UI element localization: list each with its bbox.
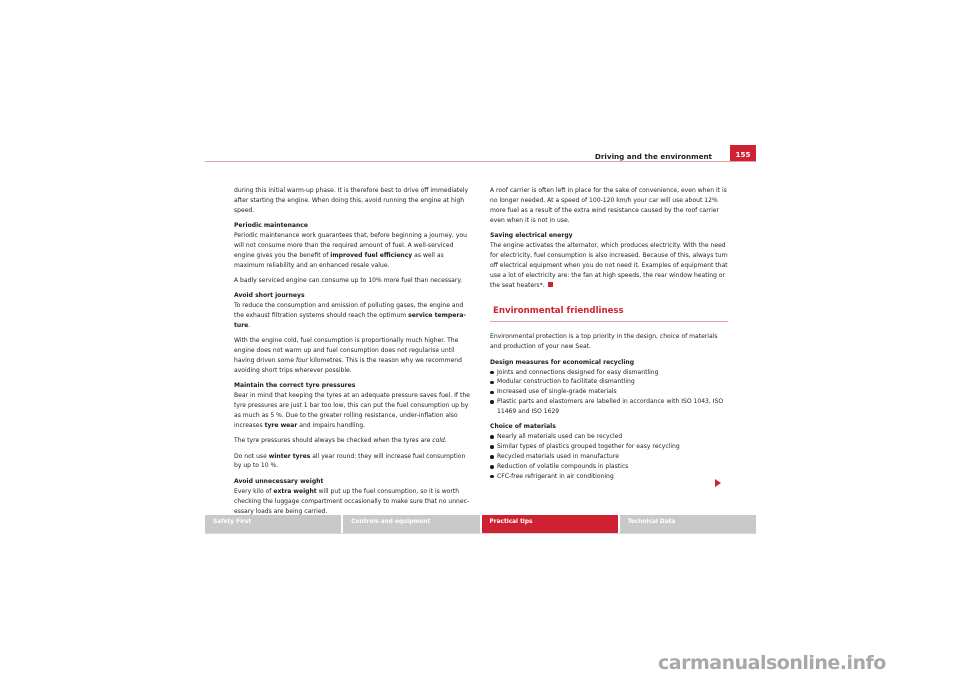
- tab-technical-data[interactable]: Technical Data: [620, 515, 756, 533]
- subheading-design-measures: Design measures for economical recycling: [490, 358, 635, 366]
- subheading-saving-electrical-energy: Saving electrical energy: [490, 232, 573, 240]
- paragraph: Bear in mind that keeping the tyres at an adequate pressure saves fuel. If the tyre pressures are just 1 bar too low, this can put the fuel consumption up by as much as 5 %. Due to the greater rolling resistance, under-inflation also increases tyre wear and impairs handling.: [234, 392, 470, 429]
- subheading-avoid-short-journeys: Avoid short journeys: [234, 292, 305, 300]
- subheading-unnecessary-weight: Avoid unnecessary weight: [234, 477, 324, 485]
- bullet-icon: [490, 455, 494, 459]
- paragraph: Do not use winter tyres all year round: they will increase fuel consumption by up to 10 %.: [234, 452, 466, 470]
- emphasis: extra weight: [273, 487, 317, 495]
- emphasis: improved fuel efficiency: [330, 251, 413, 259]
- paragraph: A roof carrier is often left in place for the sake of convenience, even when it is no longer needed. At a speed of 100-120 km/h your car will use about 12% more fuel as a result of the extra wind resistance caused by the roof carrier even when it is not in use.: [490, 187, 727, 224]
- list-item: Modular construction to facilitate dismantling: [490, 377, 728, 387]
- list-item: Recycled materials used in manufacture: [490, 452, 728, 462]
- next-page-arrow-icon[interactable]: [715, 479, 721, 487]
- tab-safety-first[interactable]: Safety First: [205, 515, 341, 533]
- footer-tab-bar: [205, 515, 756, 533]
- list-item: Reduction of volatile compounds in plastics: [490, 462, 728, 472]
- page-number: 155: [730, 145, 756, 161]
- bullet-icon: [490, 435, 494, 439]
- list-item: CFC-free refrigerant in air conditioning: [490, 472, 728, 482]
- section-title-environmental-friendliness: Environmental friendliness: [493, 306, 624, 317]
- paragraph: during this initial warm-up phase. It is therefore best to drive off immediately after starting the engine. When doing this, avoid running the engine at high speed.: [234, 187, 469, 214]
- paragraph: Periodic maintenance work guarantees that, before beginning a journey, you will not consume more than the required amount of fuel. A well-serviced engine gives you the benefit of improved fuel efficiency as well as maximum reliability and an enhanced resale value.: [234, 232, 467, 269]
- bullet-icon: [490, 465, 494, 469]
- list-item: Joints and connections designed for easy dismantling: [490, 368, 728, 378]
- header-divider: [205, 161, 756, 162]
- watermark: carmanualsonline.info: [658, 652, 886, 674]
- paragraph: The tyre pressures should always be checked when the tyres are cold.: [234, 437, 447, 445]
- page-header-title: Driving and the environment: [594, 152, 712, 161]
- design-measures-list: [490, 368, 728, 418]
- bullet-icon: [490, 400, 494, 404]
- paragraph: To reduce the consumption and emission of polluting gases, the engine and the exhaust filtration systems should reach the optimum service tempera-ture.: [234, 302, 466, 330]
- subheading-periodic-maintenance: Periodic maintenance: [234, 222, 308, 230]
- emphasis: service tempera-ture: [234, 312, 466, 330]
- right-column: [490, 186, 728, 487]
- tab-controls-and-equipment[interactable]: Controls and equipment: [343, 515, 479, 533]
- paragraph: With the engine cold, fuel consumption is proportionally much higher. The engine does not warm up and fuel consumption does not regularise until having driven some four kilometres. This is the reason why we recommend avoiding short trips wherever possible.: [234, 337, 462, 375]
- footer-divider: [205, 533, 756, 534]
- section-end-marker-icon: [548, 282, 553, 287]
- left-column: [234, 186, 472, 522]
- list-item: Nearly all materials used can be recycled: [490, 432, 728, 442]
- list-item: Similar types of plastics grouped together for easy recycling: [490, 442, 728, 452]
- tab-practical-tips[interactable]: Practical tips: [482, 515, 618, 533]
- section-divider: [490, 321, 728, 322]
- bullet-icon: [490, 391, 494, 395]
- emphasis: winter tyres: [268, 452, 311, 460]
- emphasis-italic: cold: [432, 437, 445, 445]
- bullet-icon: [490, 381, 494, 385]
- bullet-icon: [490, 445, 494, 449]
- bullet-icon: [490, 475, 494, 479]
- subheading-choice-of-materials: Choice of materials: [490, 423, 556, 431]
- list-item: Plastic parts and elastomers are labelled in accordance with ISO 1043, ISO 11469 and ISO 1629: [490, 397, 728, 417]
- materials-list: [490, 432, 728, 482]
- paragraph: Every kilo of extra weight will put up the fuel consumption, so it is worth checking the luggage compartment occasionally to make sure that no unnec-essary loads are being carried.: [234, 487, 470, 515]
- paragraph: The engine activates the alternator, which produces electricity. With the need for electricity, fuel consumption is also increased. Because of this, always turn off electrical equipment when you do not need it. Examples of equipment that use a lot of electricity are: the fan at high speeds, the rear window heating or the seat heaters*.: [490, 241, 728, 289]
- list-item: Increased use of single-grade materials: [490, 387, 728, 397]
- paragraph: Environmental protection is a top priority in the design, choice of materials and production of your new Seat.: [490, 333, 718, 351]
- paragraph: A badly serviced engine can consume up to 10% more fuel than necessary.: [234, 277, 462, 285]
- bullet-icon: [490, 371, 494, 375]
- subheading-tyre-pressures: Maintain the correct tyre pressures: [234, 382, 356, 390]
- emphasis: tyre wear: [264, 421, 298, 429]
- emphasis-italic: four: [295, 357, 308, 365]
